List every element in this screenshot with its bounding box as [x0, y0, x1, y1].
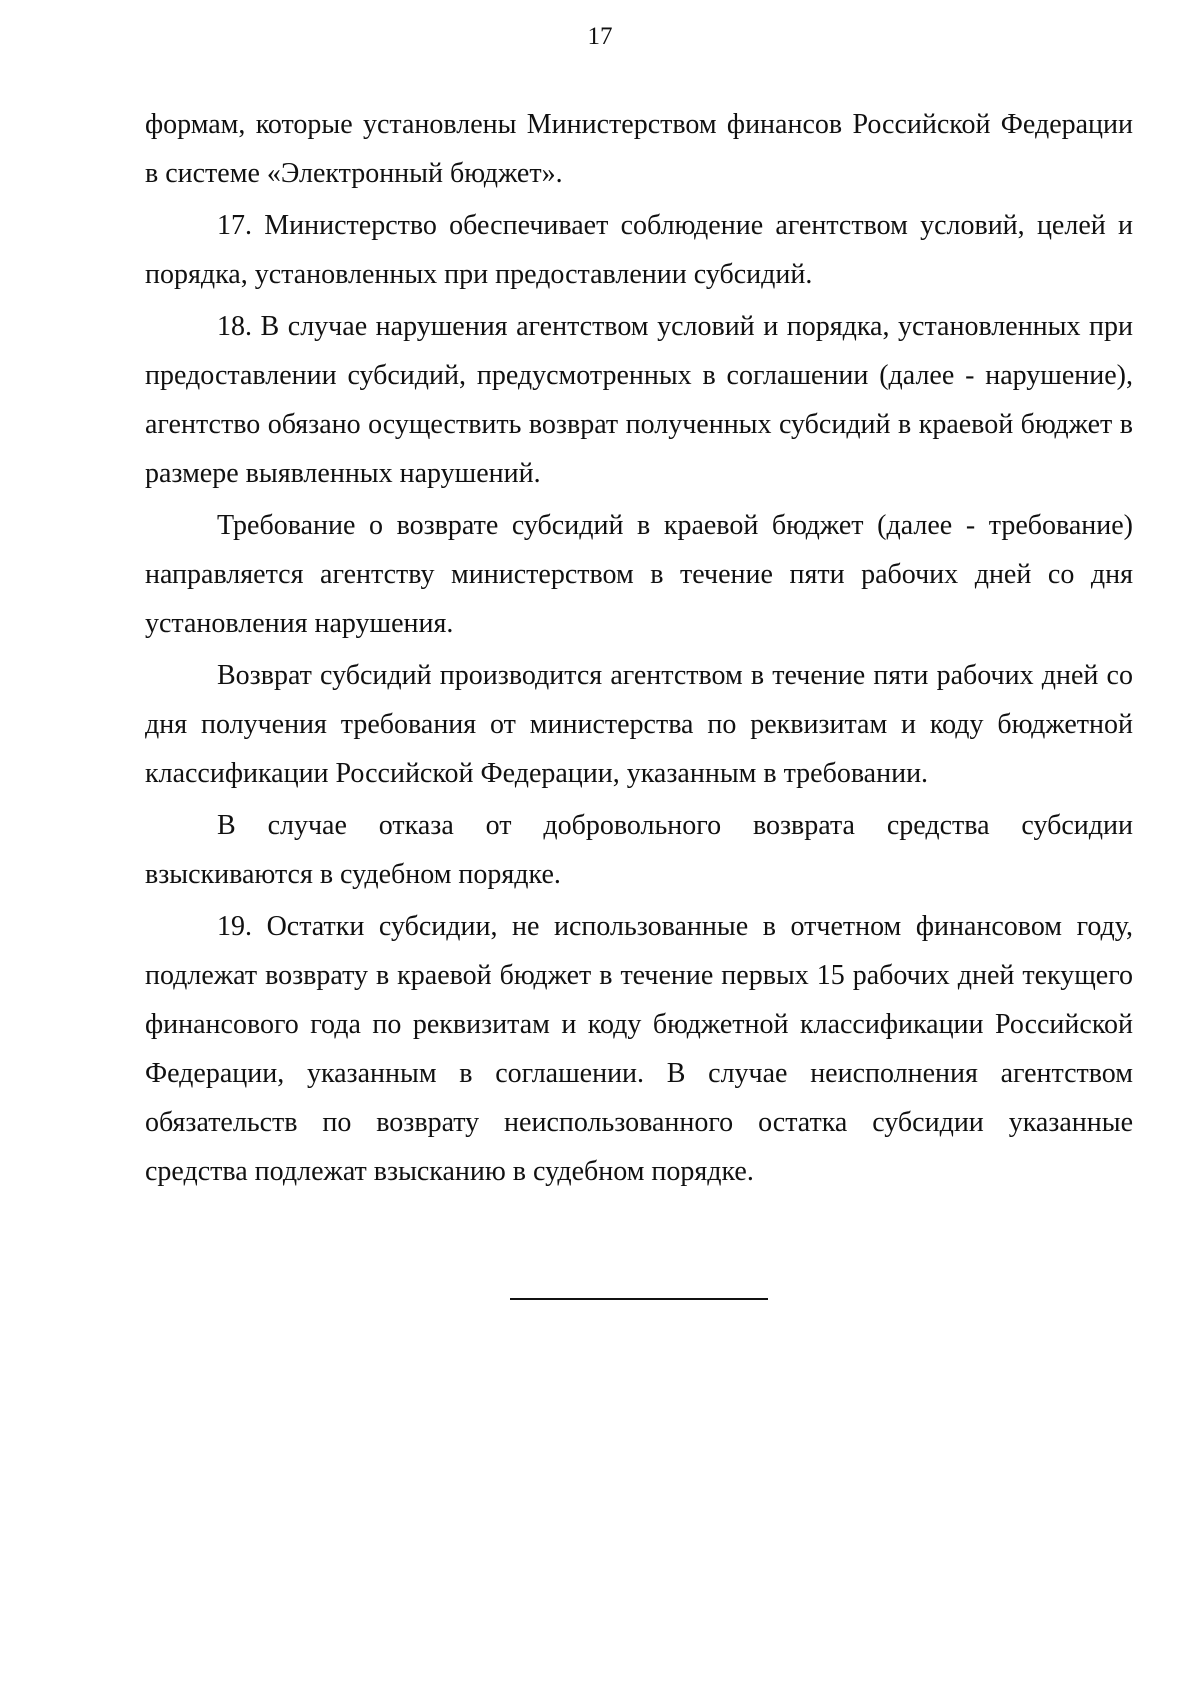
paragraph-clause-19: 19. Остатки субсидии, не использованные в отчетном финансовом году, подлежат возврату в краевой бюджет в течение первых 15 рабочих дней текущего финансового года по реквизитам и коду бюджетной классификации Российской Федерации, указанным в соглашении. В случае неисполнения агентством обязательств по возврату неиспользованного остатка субсидии указанные средства подлежат взысканию в судебном порядке.	[145, 911, 1133, 1187]
page-number: 17	[587, 23, 613, 50]
paragraph-clause-18: 18. В случае нарушения агентством условий и порядка, установленных при предоставлении субсидий, предусмотренных в соглашении (далее - нарушение), агентство обязано осуществить возврат полученных субсидий в краевой бюджет в размере выявленных нарушений.	[145, 311, 1133, 489]
paragraph-continuation: формам, которые установлены Министерством финансов Российской Федерации в системе «Электронный бюджет».	[145, 109, 1133, 189]
paragraph-refund: Возврат субсидий производится агентством в течение пяти рабочих дней со дня получения требования от министерства по реквизитам и коду бюджетной классификации Российской Федерации, указанным в требовании.	[145, 660, 1133, 789]
paragraph-clause-17: 17. Министерство обеспечивает соблюдение агентством условий, целей и порядка, установленных при предоставлении субсидий.	[145, 210, 1133, 290]
paragraph-refusal: В случае отказа от добровольного возврата средства субсидии взыскиваются в судебном порядке.	[145, 810, 1133, 890]
paragraph-requirement: Требование о возврате субсидий в краевой бюджет (далее - требование) направляется агентству министерством в течение пяти рабочих дней со дня установления нарушения.	[145, 510, 1133, 639]
end-of-document-rule	[510, 1298, 768, 1300]
document-body	[145, 100, 1133, 1199]
